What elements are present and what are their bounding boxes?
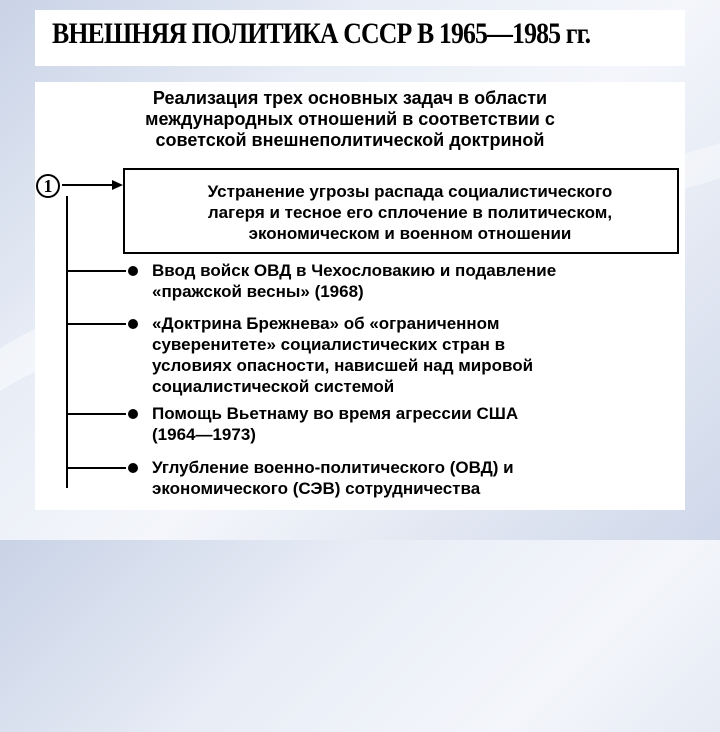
task-text <box>150 181 670 244</box>
list-item-line: экономического (СЭВ) сотрудничества <box>152 479 481 498</box>
bullet-icon <box>128 319 138 329</box>
list-item-line: условиях опасности, нависшей над мировой <box>152 356 534 375</box>
diagram-heading <box>80 88 620 151</box>
list-item <box>152 313 672 397</box>
list-item-line: «пражской весны» (1968) <box>152 282 364 301</box>
list-item-line: суверенитете» социалистических стран в <box>152 335 506 354</box>
list-item-line: Ввод войск ОВД в Чехословакию и подавление <box>152 261 557 280</box>
list-item-line: (1964—1973) <box>152 425 256 444</box>
task-line: лагеря и тесное его сплочение в политическом, <box>207 203 613 222</box>
arrow-head-icon <box>112 180 123 190</box>
list-item-line: Углубление военно-политического (ОВД) и <box>152 458 514 477</box>
task-line: Устранение угрозы распада социалистического <box>207 182 613 201</box>
bullet-icon <box>128 463 138 473</box>
list-item <box>152 260 672 302</box>
connector-branch-line <box>66 270 126 272</box>
connector-vertical-line <box>66 196 68 488</box>
list-item <box>152 403 672 445</box>
connector-branch-line <box>66 323 126 325</box>
list-item-line: «Доктрина Брежнева» об «ограниченном <box>152 314 500 333</box>
bullet-icon <box>128 266 138 276</box>
task-line: экономическом и военном отношении <box>248 224 572 243</box>
heading-line: международных отношений в соответствии с <box>145 109 555 129</box>
bullet-icon <box>128 409 138 419</box>
list-item-line: Помощь Вьетнаму во время агрессии США <box>152 404 519 423</box>
heading-line: советской внешнеполитической доктриной <box>155 130 545 150</box>
task-number-badge: 1 <box>36 174 60 198</box>
heading-line: Реализация трех основных задач в области <box>152 88 548 108</box>
connector-arrow-line <box>62 184 114 186</box>
connector-branch-line <box>66 467 126 469</box>
list-item-line: социалистической системой <box>152 377 395 396</box>
list-item <box>152 457 672 499</box>
slide-title: ВНЕШНЯЯ ПОЛИТИКА СССР В 1965—1985 гг. <box>52 17 591 50</box>
connector-branch-line <box>66 413 126 415</box>
